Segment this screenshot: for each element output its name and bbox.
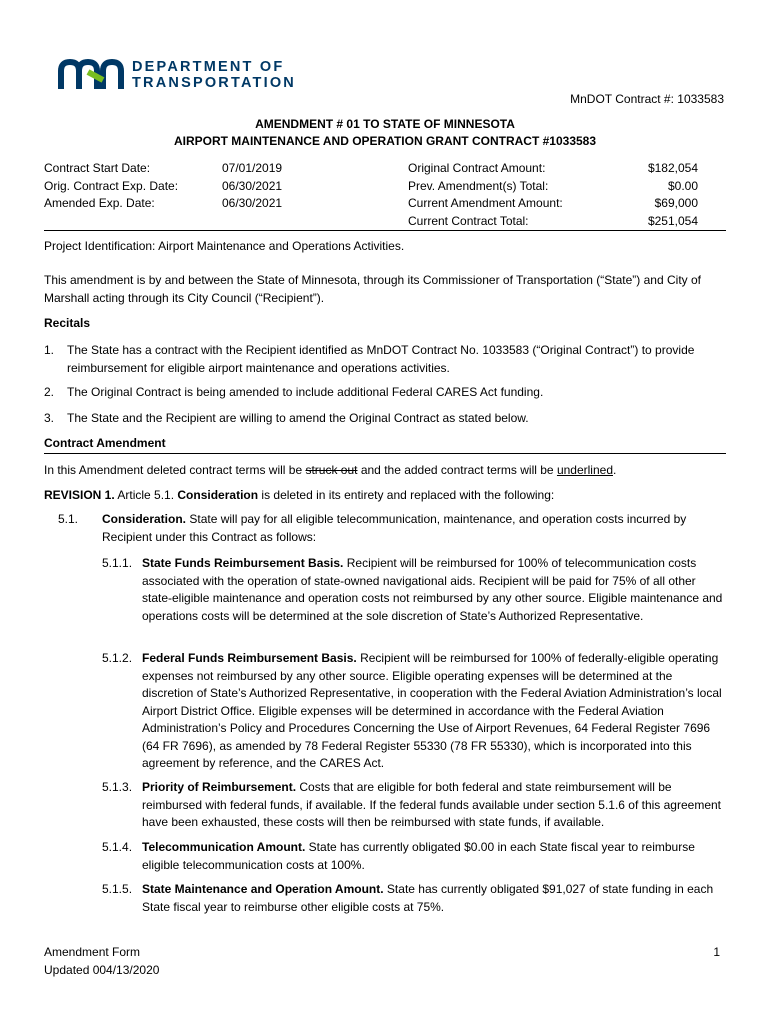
recital-number: 1. [44, 343, 55, 357]
revision-text: Article 5.1. [114, 488, 178, 502]
recital-number: 2. [44, 385, 55, 399]
recital-text: The State and the Recipient are willing to amend the Original Contract as stated below. [67, 411, 529, 425]
date-labels [44, 160, 178, 213]
section-5-1-4 [102, 839, 726, 875]
section-text: Recipient will be reimbursed for 100% of telecommunication costs associated with the operation of state-owned navigational aids. Recipient will be paid for 75% of all other state-eligible maintenance and operation costs not reimbursed by any other source. Eligible maintenance and operations costs will be determined at the sole discretion of State’s Authorized Representative. [142, 556, 723, 623]
intro-paragraph: This amendment is by and between the State of Minnesota, through its Commissioner of Transportation (“State”) and City of Marshall acting through its City Council (“Recipient”). [44, 273, 701, 305]
section-number: 5.1.2. [102, 651, 133, 665]
section-title: State Funds Reimbursement Basis. [142, 556, 344, 570]
recital-item [44, 410, 726, 428]
revision-article-title: Consideration [177, 488, 259, 502]
divider [44, 230, 726, 231]
section-title: Consideration. [102, 512, 187, 526]
document-title: AMENDMENT # 01 TO STATE OF MINNESOTA [255, 117, 515, 131]
note-text: and the added contract terms will be [357, 463, 557, 477]
mn-logo-icon [58, 58, 124, 91]
amount-label: Prev. Amendment(s) Total: [408, 178, 549, 193]
date-values [222, 160, 282, 213]
section-number: 5.1.3. [102, 780, 133, 794]
note-text: In this Amendment deleted contract terms will be [44, 463, 306, 477]
section-text: State will pay for all eligible telecommunication, maintenance, and operation costs incurred by Recipient under this Contract as follows: [102, 512, 687, 544]
revision-text: is deleted in its entirety and replaced with the following: [258, 488, 555, 502]
section-text: State has currently obligated $0.00 in each State fiscal year to reimburse eligible telecommunication costs at 100%. [142, 840, 695, 872]
revision-1 [44, 487, 726, 505]
amount-value: $251,054 [647, 213, 698, 228]
recital-number: 3. [44, 411, 55, 425]
page-number: 1 [713, 945, 720, 959]
recitals-heading: Recitals [44, 316, 91, 330]
underlined-example: underlined [556, 463, 613, 477]
mndot-logo [58, 58, 296, 91]
amount-value: $69,000 [654, 196, 698, 210]
date-value: 06/30/2021 [222, 196, 283, 210]
date-value: 06/30/2021 [222, 178, 283, 193]
section-text: Costs that are eligible for both federal and state reimbursement will be reimbursed with federal funds, if available. If the federal funds available under section 5.1.6 of this agreement have been exhausted, these costs will then be reimbursed with state funds, if available. [142, 780, 722, 829]
section-text: State has currently obligated $91,027 of state funding in each State fiscal year to reimburse other eligible costs at 75%. [142, 882, 714, 914]
section-title: State Maintenance and Operation Amount. [142, 882, 384, 896]
contract-number: MnDOT Contract #: 1033583 [570, 92, 724, 106]
amount-value: $0.00 [667, 178, 698, 193]
section-text: Recipient will be reimbursed for 100% of federally-eligible operating expenses not reimbursed by any other source. Eligible operating expenses will be determined at the discretion of State’s Authorized Representative, in cooperation with the Federal Aviation Administration’s local Airport District Office. Eligible expenses will be determined in accordance with the Federal Aviation Administration’s Policy and Procedures Concerning the Use of Airport Revenues, 64 Federal Register 7696 (64 FR 7696), as amended by 78 Federal Register 55330 (78 FR 55330), which is incorporated into this agreement by reference, and the CARES Act. [142, 651, 722, 770]
amount-values [648, 160, 698, 230]
section-5-1-3 [102, 779, 726, 833]
recital-item [44, 342, 726, 378]
section-number: 5.1. [58, 512, 79, 526]
amount-labels [408, 160, 563, 230]
struck-out-example: struck out [305, 463, 358, 477]
project-identification: Project Identification: Airport Maintenance and Operations Activities. [44, 239, 405, 253]
section-title: Telecommunication Amount. [142, 840, 306, 854]
amount-label: Original Contract Amount: [408, 161, 546, 175]
footer-updated: Updated 004/13/2020 [44, 962, 160, 977]
section-5-1-2 [102, 650, 726, 774]
date-value: 07/01/2019 [222, 161, 283, 175]
amendment-note [44, 462, 726, 480]
divider [44, 453, 726, 454]
section-5-1-1 [102, 555, 726, 643]
footer-form-name: Amendment Form [44, 945, 141, 959]
revision-label: REVISION 1. [44, 488, 115, 502]
section-title: Federal Funds Reimbursement Basis. [142, 651, 357, 665]
section-5-1 [58, 511, 726, 547]
section-title: Priority of Reimbursement. [142, 780, 297, 794]
section-number: 5.1.1. [102, 556, 133, 570]
footer-left [44, 944, 159, 979]
note-text: . [613, 463, 617, 477]
date-label: Contract Start Date: [44, 161, 151, 175]
recital-text: The Original Contract is being amended to include additional Federal CARES Act funding. [67, 385, 544, 399]
amount-label: Current Amendment Amount: [408, 196, 563, 210]
date-label: Orig. Contract Exp. Date: [44, 178, 179, 193]
logo-line1: DEPARTMENT OF [132, 58, 285, 75]
section-number: 5.1.5. [102, 882, 133, 896]
section-number: 5.1.4. [102, 840, 133, 854]
document-subtitle: AIRPORT MAINTENANCE AND OPERATION GRANT CONTRACT #1033583 [173, 134, 597, 148]
recital-text: The State has a contract with the Recipient identified as MnDOT Contract No. 1033583 (“Original Contract”) to provide reimbursement for eligible airport maintenance and operations activities. [67, 343, 695, 375]
section-5-1-5 [102, 881, 726, 917]
recital-item [44, 384, 726, 402]
date-label: Amended Exp. Date: [44, 196, 155, 210]
amount-value: $182,054 [647, 161, 698, 175]
amount-label: Current Contract Total: [408, 213, 529, 228]
contract-amendment-heading: Contract Amendment [44, 436, 166, 450]
logo-line2: TRANSPORTATION [132, 74, 296, 91]
